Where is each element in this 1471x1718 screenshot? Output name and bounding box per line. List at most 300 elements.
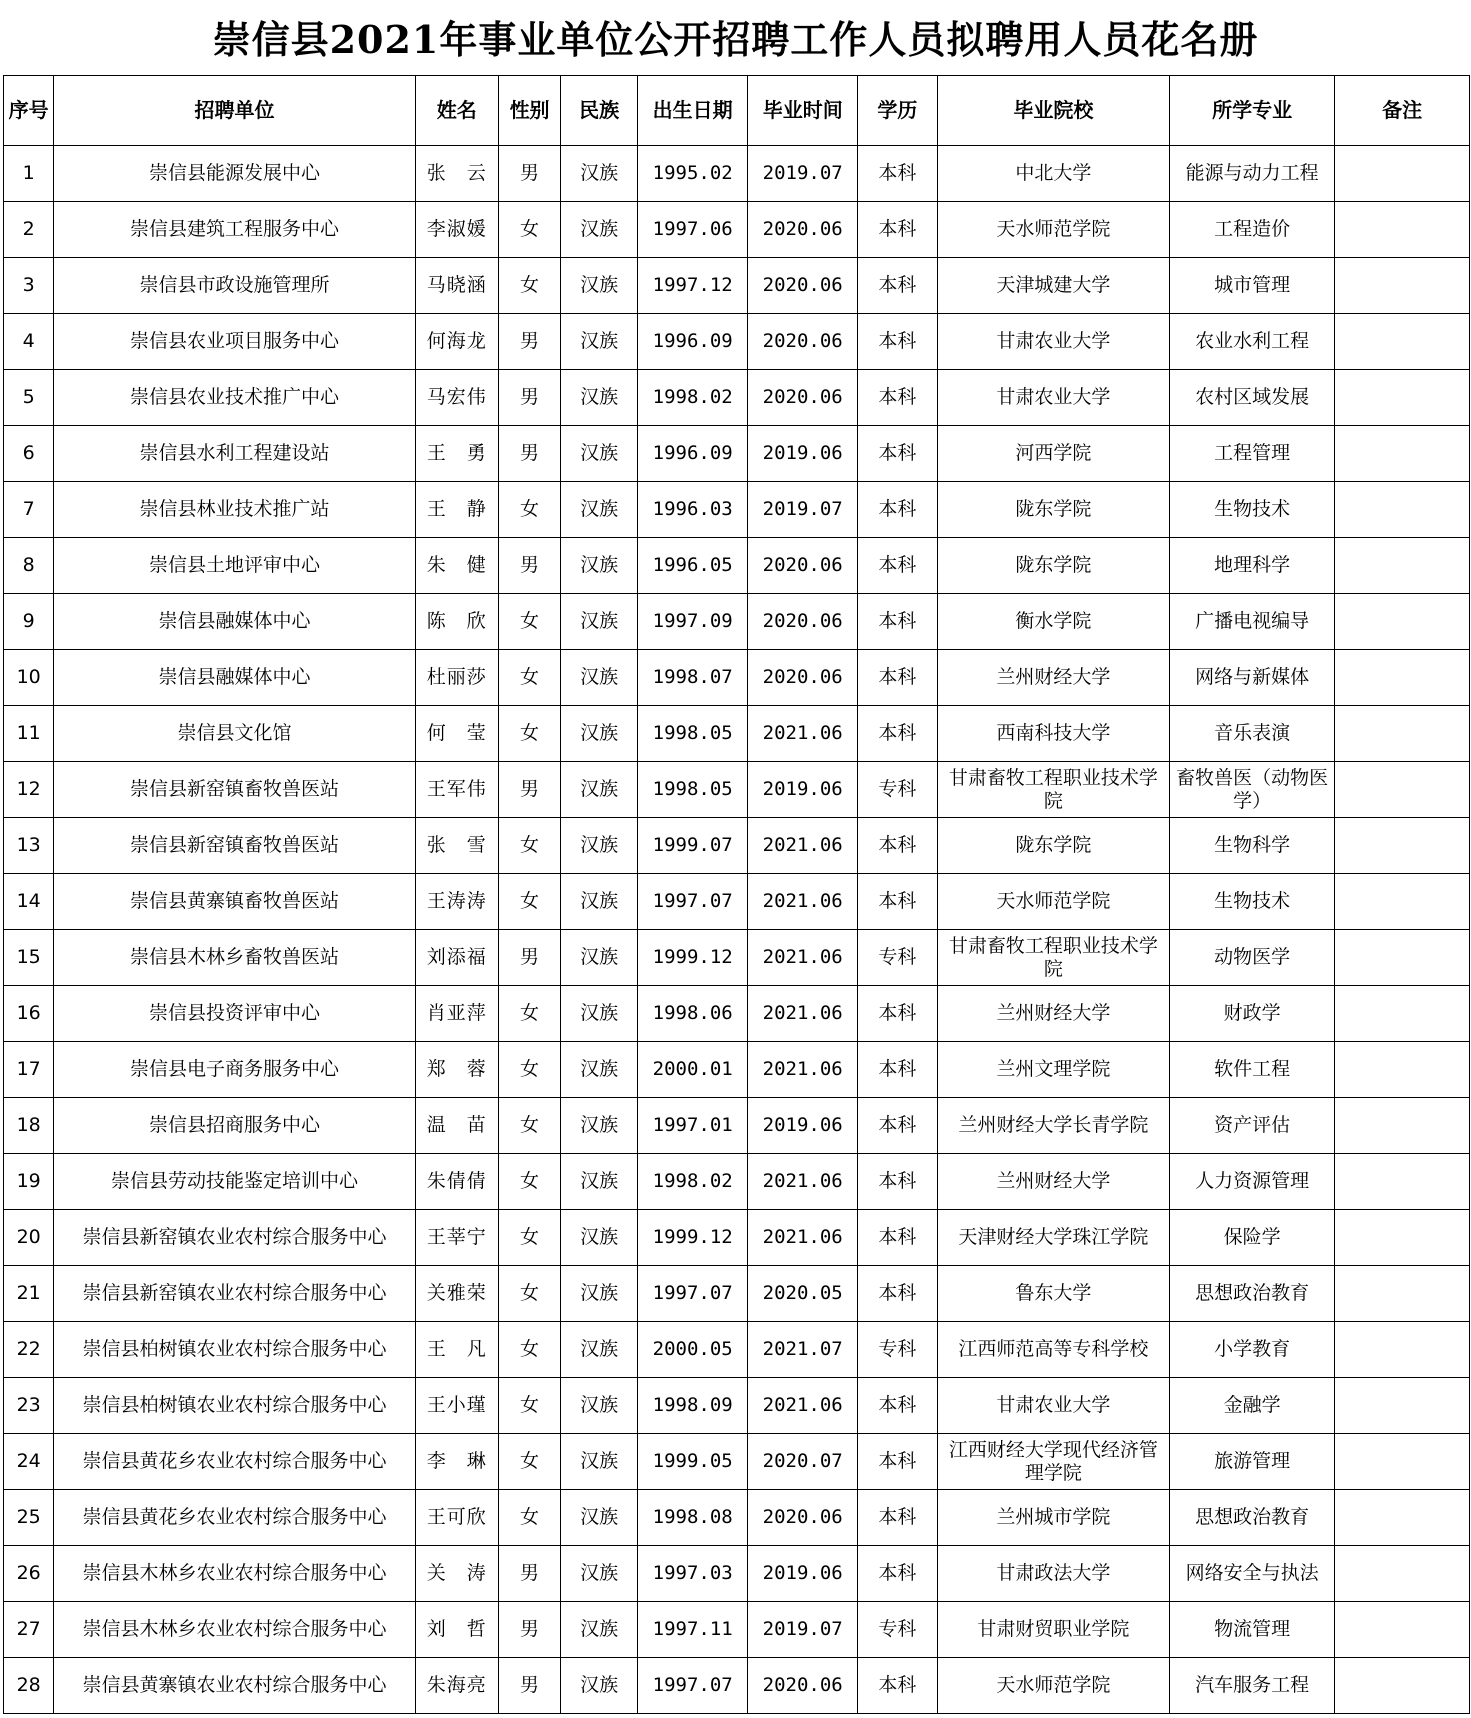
graduation-date-cell: 2019.06 [748,762,857,818]
education-cell: 本科 [857,538,937,594]
unit-cell: 崇信县柏树镇农业农村综合服务中心 [54,1378,415,1434]
major-cell: 生物技术 [1169,874,1334,930]
major-cell: 物流管理 [1169,1602,1334,1658]
table-row [4,146,1470,202]
index-cell: 27 [4,1602,54,1658]
table-row [4,706,1470,762]
birth-date-cell: 1997.12 [637,258,748,314]
name-cell: 王可欣 [415,1490,498,1546]
table-row [4,1266,1470,1322]
graduation-date-cell: 2021.07 [748,1322,857,1378]
major-cell: 动物医学 [1169,930,1334,986]
unit-cell: 崇信县投资评审中心 [54,986,415,1042]
name-cell: 关 涛 [415,1546,498,1602]
gender-cell: 男 [498,538,560,594]
major-cell: 资产评估 [1169,1098,1334,1154]
unit-cell: 崇信县融媒体中心 [54,594,415,650]
table-body [4,146,1470,1714]
school-cell: 中北大学 [937,146,1169,202]
index-cell: 10 [4,650,54,706]
table-row [4,594,1470,650]
gender-cell: 男 [498,930,560,986]
remarks-cell [1335,1322,1470,1378]
col-graduation-date-header: 毕业时间 [748,76,857,146]
education-cell: 本科 [857,986,937,1042]
table-row [4,426,1470,482]
col-name-header: 姓名 [415,76,498,146]
unit-cell: 崇信县木林乡农业农村综合服务中心 [54,1602,415,1658]
birth-date-cell: 1998.05 [637,706,748,762]
ethnicity-cell: 汉族 [561,1042,638,1098]
gender-cell: 男 [498,314,560,370]
birth-date-cell: 1996.09 [637,426,748,482]
school-cell: 陇东学院 [937,482,1169,538]
major-cell: 生物科学 [1169,818,1334,874]
table-row [4,1154,1470,1210]
school-cell: 衡水学院 [937,594,1169,650]
birth-date-cell: 1996.05 [637,538,748,594]
gender-cell: 男 [498,1658,560,1714]
table-row [4,1210,1470,1266]
education-cell: 本科 [857,1546,937,1602]
education-cell: 本科 [857,258,937,314]
remarks-cell [1335,370,1470,426]
index-cell: 12 [4,762,54,818]
remarks-cell [1335,1210,1470,1266]
table-row [4,1658,1470,1714]
gender-cell: 女 [498,1210,560,1266]
gender-cell: 女 [498,706,560,762]
ethnicity-cell: 汉族 [561,1658,638,1714]
ethnicity-cell: 汉族 [561,538,638,594]
birth-date-cell: 1995.02 [637,146,748,202]
unit-cell: 崇信县文化馆 [54,706,415,762]
remarks-cell [1335,1378,1470,1434]
index-cell: 23 [4,1378,54,1434]
school-cell: 陇东学院 [937,818,1169,874]
table-row [4,482,1470,538]
major-cell: 思想政治教育 [1169,1490,1334,1546]
ethnicity-cell: 汉族 [561,874,638,930]
school-cell: 兰州城市学院 [937,1490,1169,1546]
ethnicity-cell: 汉族 [561,1434,638,1490]
remarks-cell [1335,1434,1470,1490]
unit-cell: 崇信县新窑镇畜牧兽医站 [54,818,415,874]
graduation-date-cell: 2021.06 [748,1378,857,1434]
gender-cell: 女 [498,650,560,706]
ethnicity-cell: 汉族 [561,1266,638,1322]
major-cell: 工程管理 [1169,426,1334,482]
col-ethnicity-header: 民族 [561,76,638,146]
index-cell: 28 [4,1658,54,1714]
index-cell: 20 [4,1210,54,1266]
remarks-cell [1335,706,1470,762]
ethnicity-cell: 汉族 [561,706,638,762]
education-cell: 本科 [857,426,937,482]
name-cell: 何海龙 [415,314,498,370]
unit-cell: 崇信县林业技术推广站 [54,482,415,538]
gender-cell: 女 [498,1322,560,1378]
remarks-cell [1335,1266,1470,1322]
gender-cell: 女 [498,202,560,258]
unit-cell: 崇信县招商服务中心 [54,1098,415,1154]
gender-cell: 男 [498,370,560,426]
gender-cell: 女 [498,818,560,874]
graduation-date-cell: 2019.07 [748,1602,857,1658]
index-cell: 24 [4,1434,54,1490]
gender-cell: 女 [498,482,560,538]
unit-cell: 崇信县黄花乡农业农村综合服务中心 [54,1434,415,1490]
unit-cell: 崇信县能源发展中心 [54,146,415,202]
gender-cell: 男 [498,426,560,482]
graduation-date-cell: 2020.06 [748,202,857,258]
index-cell: 13 [4,818,54,874]
birth-date-cell: 1999.12 [637,930,748,986]
table-row [4,986,1470,1042]
col-index-header: 序号 [4,76,54,146]
birth-date-cell: 1998.02 [637,370,748,426]
col-major-header: 所学专业 [1169,76,1334,146]
name-cell: 刘 哲 [415,1602,498,1658]
major-cell: 农村区域发展 [1169,370,1334,426]
unit-cell: 崇信县土地评审中心 [54,538,415,594]
unit-cell: 崇信县柏树镇农业农村综合服务中心 [54,1322,415,1378]
school-cell: 江西财经大学现代经济管理学院 [937,1434,1169,1490]
birth-date-cell: 1997.07 [637,1658,748,1714]
remarks-cell [1335,650,1470,706]
school-cell: 天津财经大学珠江学院 [937,1210,1169,1266]
major-cell: 思想政治教育 [1169,1266,1334,1322]
birth-date-cell: 1998.09 [637,1378,748,1434]
index-cell: 8 [4,538,54,594]
ethnicity-cell: 汉族 [561,1490,638,1546]
major-cell: 畜牧兽医（动物医学） [1169,762,1334,818]
unit-cell: 崇信县农业项目服务中心 [54,314,415,370]
school-cell: 兰州文理学院 [937,1042,1169,1098]
gender-cell: 男 [498,146,560,202]
birth-date-cell: 1997.11 [637,1602,748,1658]
name-cell: 王 勇 [415,426,498,482]
name-cell: 朱 健 [415,538,498,594]
school-cell: 鲁东大学 [937,1266,1169,1322]
table-row [4,1378,1470,1434]
remarks-cell [1335,1098,1470,1154]
remarks-cell [1335,426,1470,482]
education-cell: 本科 [857,314,937,370]
major-cell: 汽车服务工程 [1169,1658,1334,1714]
education-cell: 本科 [857,1378,937,1434]
education-cell: 本科 [857,370,937,426]
school-cell: 河西学院 [937,426,1169,482]
birth-date-cell: 1997.09 [637,594,748,650]
table-row [4,202,1470,258]
graduation-date-cell: 2021.06 [748,818,857,874]
table-row [4,874,1470,930]
graduation-date-cell: 2020.06 [748,370,857,426]
remarks-cell [1335,1154,1470,1210]
name-cell: 郑 蓉 [415,1042,498,1098]
birth-date-cell: 1998.02 [637,1154,748,1210]
gender-cell: 女 [498,874,560,930]
school-cell: 甘肃政法大学 [937,1546,1169,1602]
birth-date-cell: 1996.09 [637,314,748,370]
unit-cell: 崇信县市政设施管理所 [54,258,415,314]
school-cell: 兰州财经大学长青学院 [937,1098,1169,1154]
gender-cell: 女 [498,1098,560,1154]
table-row [4,930,1470,986]
gender-cell: 女 [498,1266,560,1322]
major-cell: 金融学 [1169,1378,1334,1434]
unit-cell: 崇信县新窑镇农业农村综合服务中心 [54,1266,415,1322]
gender-cell: 女 [498,258,560,314]
table-row [4,538,1470,594]
graduation-date-cell: 2020.06 [748,538,857,594]
table-row [4,258,1470,314]
school-cell: 天津城建大学 [937,258,1169,314]
col-remarks-header: 备注 [1335,76,1470,146]
remarks-cell [1335,538,1470,594]
name-cell: 李 琳 [415,1434,498,1490]
table-row [4,370,1470,426]
ethnicity-cell: 汉族 [561,930,638,986]
education-cell: 本科 [857,1658,937,1714]
index-cell: 4 [4,314,54,370]
birth-date-cell: 1998.05 [637,762,748,818]
school-cell: 甘肃财贸职业学院 [937,1602,1169,1658]
name-cell: 王 凡 [415,1322,498,1378]
education-cell: 本科 [857,706,937,762]
name-cell: 朱倩倩 [415,1154,498,1210]
table-row [4,1434,1470,1490]
index-cell: 11 [4,706,54,762]
remarks-cell [1335,1490,1470,1546]
school-cell: 江西师范高等专科学校 [937,1322,1169,1378]
gender-cell: 女 [498,1378,560,1434]
birth-date-cell: 1997.06 [637,202,748,258]
birth-date-cell: 1999.12 [637,1210,748,1266]
graduation-date-cell: 2019.07 [748,482,857,538]
education-cell: 本科 [857,1266,937,1322]
unit-cell: 崇信县新窑镇畜牧兽医站 [54,762,415,818]
index-cell: 16 [4,986,54,1042]
col-education-header: 学历 [857,76,937,146]
remarks-cell [1335,258,1470,314]
unit-cell: 崇信县黄寨镇农业农村综合服务中心 [54,1658,415,1714]
school-cell: 天水师范学院 [937,874,1169,930]
remarks-cell [1335,314,1470,370]
name-cell: 王小瑾 [415,1378,498,1434]
gender-cell: 女 [498,1042,560,1098]
unit-cell: 崇信县电子商务服务中心 [54,1042,415,1098]
remarks-cell [1335,202,1470,258]
education-cell: 本科 [857,1434,937,1490]
graduation-date-cell: 2020.07 [748,1434,857,1490]
graduation-date-cell: 2019.06 [748,1546,857,1602]
name-cell: 李淑媛 [415,202,498,258]
index-cell: 14 [4,874,54,930]
birth-date-cell: 1999.05 [637,1434,748,1490]
unit-cell: 崇信县黄花乡农业农村综合服务中心 [54,1490,415,1546]
major-cell: 广播电视编导 [1169,594,1334,650]
school-cell: 甘肃畜牧工程职业技术学院 [937,762,1169,818]
ethnicity-cell: 汉族 [561,1210,638,1266]
table-row [4,1546,1470,1602]
school-cell: 甘肃农业大学 [937,1378,1169,1434]
remarks-cell [1335,874,1470,930]
school-cell: 甘肃农业大学 [937,370,1169,426]
major-cell: 农业水利工程 [1169,314,1334,370]
ethnicity-cell: 汉族 [561,986,638,1042]
gender-cell: 女 [498,986,560,1042]
name-cell: 马晓涵 [415,258,498,314]
index-cell: 1 [4,146,54,202]
name-cell: 温 苗 [415,1098,498,1154]
col-unit-header: 招聘单位 [54,76,415,146]
graduation-date-cell: 2019.06 [748,1098,857,1154]
education-cell: 本科 [857,874,937,930]
birth-date-cell: 1997.01 [637,1098,748,1154]
ethnicity-cell: 汉族 [561,818,638,874]
ethnicity-cell: 汉族 [561,1602,638,1658]
school-cell: 天水师范学院 [937,202,1169,258]
graduation-date-cell: 2020.06 [748,314,857,370]
ethnicity-cell: 汉族 [561,650,638,706]
ethnicity-cell: 汉族 [561,762,638,818]
ethnicity-cell: 汉族 [561,258,638,314]
unit-cell: 崇信县黄寨镇畜牧兽医站 [54,874,415,930]
table-row [4,650,1470,706]
major-cell: 网络与新媒体 [1169,650,1334,706]
birth-date-cell: 2000.05 [637,1322,748,1378]
birth-date-cell: 1996.03 [637,482,748,538]
major-cell: 人力资源管理 [1169,1154,1334,1210]
school-cell: 甘肃农业大学 [937,314,1169,370]
col-gender-header: 性别 [498,76,560,146]
education-cell: 专科 [857,1602,937,1658]
ethnicity-cell: 汉族 [561,482,638,538]
school-cell: 天水师范学院 [937,1658,1169,1714]
birth-date-cell: 1999.07 [637,818,748,874]
education-cell: 本科 [857,1210,937,1266]
graduation-date-cell: 2020.06 [748,1490,857,1546]
index-cell: 22 [4,1322,54,1378]
index-cell: 26 [4,1546,54,1602]
header-row [4,76,1470,146]
birth-date-cell: 1998.08 [637,1490,748,1546]
education-cell: 本科 [857,482,937,538]
gender-cell: 女 [498,1434,560,1490]
gender-cell: 男 [498,762,560,818]
col-school-header: 毕业院校 [937,76,1169,146]
index-cell: 15 [4,930,54,986]
major-cell: 保险学 [1169,1210,1334,1266]
name-cell: 关雅荣 [415,1266,498,1322]
major-cell: 能源与动力工程 [1169,146,1334,202]
index-cell: 21 [4,1266,54,1322]
index-cell: 2 [4,202,54,258]
remarks-cell [1335,1042,1470,1098]
birth-date-cell: 1998.06 [637,986,748,1042]
major-cell: 软件工程 [1169,1042,1334,1098]
education-cell: 本科 [857,1490,937,1546]
ethnicity-cell: 汉族 [561,1154,638,1210]
graduation-date-cell: 2021.06 [748,874,857,930]
unit-cell: 崇信县劳动技能鉴定培训中心 [54,1154,415,1210]
graduation-date-cell: 2021.06 [748,986,857,1042]
table-row [4,1098,1470,1154]
index-cell: 25 [4,1490,54,1546]
ethnicity-cell: 汉族 [561,1378,638,1434]
index-cell: 9 [4,594,54,650]
school-cell: 兰州财经大学 [937,1154,1169,1210]
education-cell: 本科 [857,1154,937,1210]
remarks-cell [1335,1658,1470,1714]
major-cell: 小学教育 [1169,1322,1334,1378]
table-row [4,314,1470,370]
table-row [4,818,1470,874]
birth-date-cell: 1998.07 [637,650,748,706]
birth-date-cell: 1997.07 [637,874,748,930]
school-cell: 甘肃畜牧工程职业技术学院 [937,930,1169,986]
remarks-cell [1335,762,1470,818]
unit-cell: 崇信县建筑工程服务中心 [54,202,415,258]
education-cell: 本科 [857,1098,937,1154]
table-row [4,762,1470,818]
remarks-cell [1335,818,1470,874]
education-cell: 本科 [857,650,937,706]
table-row [4,1490,1470,1546]
name-cell: 王莘宁 [415,1210,498,1266]
unit-cell: 崇信县农业技术推广中心 [54,370,415,426]
gender-cell: 女 [498,594,560,650]
page-title: 崇信县2021年事业单位公开招聘工作人员拟聘用人员花名册 [212,16,1259,62]
education-cell: 专科 [857,1322,937,1378]
major-cell: 财政学 [1169,986,1334,1042]
major-cell: 工程造价 [1169,202,1334,258]
graduation-date-cell: 2021.06 [748,1042,857,1098]
major-cell: 地理科学 [1169,538,1334,594]
name-cell: 马宏伟 [415,370,498,426]
graduation-date-cell: 2020.06 [748,258,857,314]
ethnicity-cell: 汉族 [561,594,638,650]
ethnicity-cell: 汉族 [561,202,638,258]
remarks-cell [1335,146,1470,202]
major-cell: 网络安全与执法 [1169,1546,1334,1602]
gender-cell: 女 [498,1490,560,1546]
ethnicity-cell: 汉族 [561,146,638,202]
name-cell: 刘添福 [415,930,498,986]
name-cell: 杜丽莎 [415,650,498,706]
school-cell: 兰州财经大学 [937,986,1169,1042]
birth-date-cell: 1997.03 [637,1546,748,1602]
index-cell: 19 [4,1154,54,1210]
unit-cell: 崇信县水利工程建设站 [54,426,415,482]
name-cell: 王涛涛 [415,874,498,930]
school-cell: 兰州财经大学 [937,650,1169,706]
index-cell: 17 [4,1042,54,1098]
remarks-cell [1335,1602,1470,1658]
index-cell: 6 [4,426,54,482]
unit-cell: 崇信县木林乡农业农村综合服务中心 [54,1546,415,1602]
education-cell: 本科 [857,594,937,650]
name-cell: 肖亚萍 [415,986,498,1042]
name-cell: 王军伟 [415,762,498,818]
graduation-date-cell: 2020.05 [748,1266,857,1322]
table-row [4,1042,1470,1098]
name-cell: 张 云 [415,146,498,202]
major-cell: 城市管理 [1169,258,1334,314]
unit-cell: 崇信县融媒体中心 [54,650,415,706]
